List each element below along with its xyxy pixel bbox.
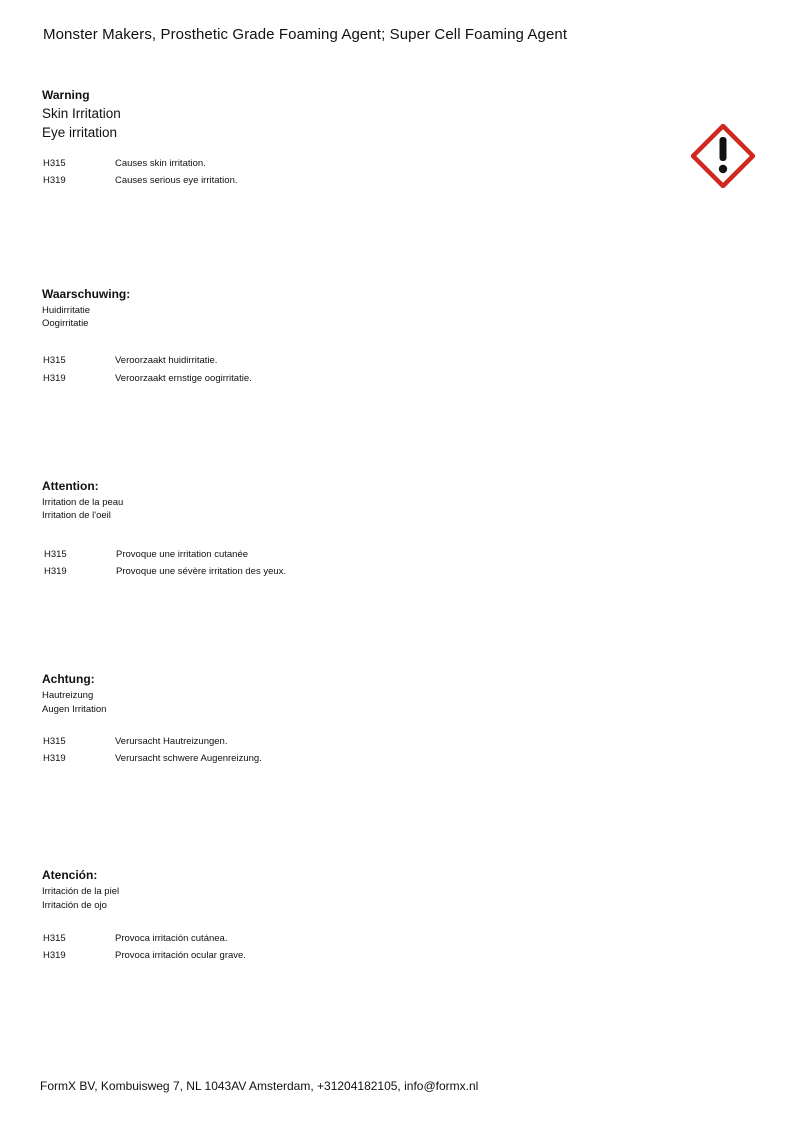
exclamation-dot: [719, 165, 727, 173]
hazard-class-eye-french: Irritation de l'oeil: [42, 510, 111, 521]
hazard-statement-row: [43, 158, 206, 169]
hazard-class-skin-dutch: Huidirritatie: [42, 305, 91, 316]
hazard-statement-row: [44, 549, 248, 560]
hazard-code: H315: [44, 549, 67, 560]
hazard-code: H315: [43, 736, 66, 747]
hazard-text: Veroorzaakt huidirritatie.: [115, 355, 218, 366]
hazard-statement-row: [43, 950, 246, 961]
hazard-code: H315: [43, 933, 66, 944]
hazard-statement-row: [43, 933, 227, 944]
hazard-text: Veroorzaakt ernstige oogirritatie.: [115, 373, 252, 384]
hazard-text: Provoque une irritation cutanée: [116, 549, 249, 560]
document-title: Monster Makers, Prosthetic Grade Foaming Agent; Super Cell Foaming Agent: [43, 26, 568, 43]
hazard-statement-row: [43, 373, 252, 384]
hazard-class-eye-spanish: Irritación de ojo: [42, 900, 107, 911]
hazard-class-eye-german: Augen Irritation: [42, 704, 107, 715]
hazard-class-eye-english: Eye irritation: [42, 125, 118, 140]
hazard-statement-row: [44, 566, 286, 577]
hazard-class-skin-spanish: Irritación de la piel: [42, 886, 120, 897]
hazard-text: Verursacht Hautreizungen.: [115, 736, 228, 747]
hazard-code: H319: [43, 175, 66, 186]
signal-word-german: Achtung:: [42, 672, 95, 686]
signal-word-spanish: Atención:: [42, 868, 98, 882]
hazard-class-eye-dutch: Oogirritatie: [42, 318, 89, 329]
hazard-statement-row: [43, 736, 227, 747]
hazard-class-skin-english: Skin Irritation: [42, 106, 121, 121]
hazard-text: Causes skin irritation.: [115, 158, 206, 169]
hazard-code: H315: [43, 355, 66, 366]
hazard-text: Provoca irritación ocular grave.: [115, 950, 246, 961]
hazard-code: H315: [43, 158, 66, 169]
hazard-text: Provoque une sévère irritation des yeux.: [116, 566, 287, 577]
hazard-code: H319: [44, 566, 67, 577]
hazard-statement-row: [43, 753, 262, 764]
hazard-text: Causes serious eye irritation.: [115, 175, 238, 186]
hazard-class-skin-french: Irritation de la peau: [42, 497, 124, 508]
exclamation-mark-hazard-icon: [691, 124, 755, 188]
signal-word-dutch: Waarschuwing:: [42, 287, 131, 301]
hazard-statement-row: [43, 175, 238, 186]
signal-word-english: Warning: [42, 88, 90, 102]
exclamation-bar: [720, 137, 727, 161]
hazard-class-skin-german: Hautreizung: [42, 690, 94, 701]
hazard-text: Provoca irritación cutánea.: [115, 933, 228, 944]
signal-word-french: Attention:: [42, 479, 99, 493]
hazard-code: H319: [43, 753, 66, 764]
hazard-text: Verursacht schwere Augenreizung.: [115, 753, 262, 764]
company-footer: FormX BV, Kombuisweg 7, NL 1043AV Amsterdam, +31204182105, info@formx.nl: [40, 1079, 479, 1093]
hazard-statement-row: [43, 355, 217, 366]
hazard-code: H319: [43, 950, 66, 961]
hazard-code: H319: [43, 373, 66, 384]
